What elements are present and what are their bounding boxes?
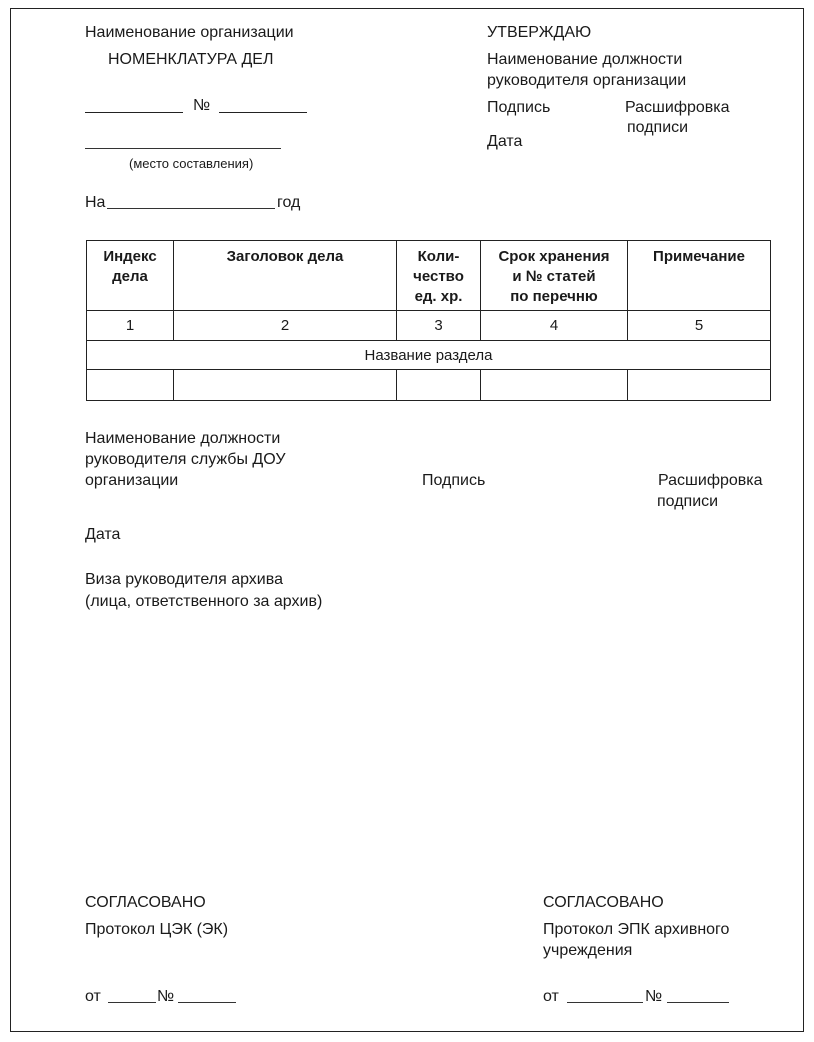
- table-cell: [87, 370, 174, 401]
- archive-visa-line1: Виза руководителя архива: [85, 571, 283, 588]
- place-caption: (место составления): [129, 156, 254, 171]
- col-note-header: Примечание: [628, 241, 771, 311]
- doc-title: НОМЕНКЛАТУРА ДЕЛ: [108, 51, 274, 68]
- year-prefix: На: [85, 194, 106, 211]
- agreed-left-from: от: [85, 988, 101, 1005]
- dou-position-line3: организации: [85, 472, 179, 489]
- approve-decode-line2: подписи: [627, 119, 689, 136]
- place-line: [85, 148, 281, 149]
- col-title-header: Заголовок дела: [174, 241, 397, 311]
- table-cell: 3: [397, 311, 481, 341]
- approve-position-line1: Наименование должности: [487, 51, 683, 68]
- agreed-left-number-sign: №: [157, 988, 175, 1005]
- agreed-left-protocol: Протокол ЦЭК (ЭК): [85, 921, 229, 938]
- col-index-header: Индекс дела: [87, 241, 174, 311]
- number-sign: №: [193, 97, 211, 114]
- year-line: [107, 208, 275, 209]
- table-header-row: [87, 241, 771, 311]
- agreed-left-date-line: [108, 1002, 156, 1003]
- archive-visa-line2: (лица, ответственного за архив): [85, 593, 323, 610]
- approve-position-line2: руководителя организации: [487, 72, 687, 89]
- table-cell: [174, 370, 397, 401]
- agreed-right-date-line: [567, 1002, 643, 1003]
- agreed-right-title: СОГЛАСОВАНО: [543, 894, 664, 911]
- table-cell: [628, 370, 771, 401]
- agreed-right-protocol-line1: Протокол ЭПК архивного: [543, 921, 730, 938]
- agreed-right-number-line: [667, 1002, 729, 1003]
- org-name: Наименование организации: [85, 24, 294, 41]
- dou-position-line1: Наименование должности: [85, 430, 281, 447]
- agreed-right-protocol-line2: учреждения: [543, 942, 633, 959]
- dou-decode-line1: Расшифровка: [658, 472, 763, 489]
- dou-position-line2: руководителя службы ДОУ: [85, 451, 286, 468]
- col-storage-header: Срок хранения и № статей по перечню: [481, 241, 628, 311]
- table-cell: 2: [174, 311, 397, 341]
- agreed-right-number-sign: №: [645, 988, 663, 1005]
- agreed-left-title: СОГЛАСОВАНО: [85, 894, 206, 911]
- dou-date: Дата: [85, 526, 121, 543]
- table-cell: [397, 370, 481, 401]
- table-cell: 1: [87, 311, 174, 341]
- dou-signature: Подпись: [422, 472, 486, 489]
- section-title: Название раздела: [87, 341, 771, 370]
- column-numbers-row: [87, 311, 771, 341]
- agreed-right-from: от: [543, 988, 559, 1005]
- table-cell: 5: [628, 311, 771, 341]
- year-suffix: год: [277, 194, 301, 211]
- col-quantity-header: Коли- чество ед. хр.: [397, 241, 481, 311]
- approve-title: УТВЕРЖДАЮ: [487, 24, 592, 41]
- section-row: [87, 341, 771, 370]
- approve-decode-line1: Расшифровка: [625, 99, 730, 116]
- table-cell: 4: [481, 311, 628, 341]
- number-line: [219, 112, 307, 113]
- date-line: [85, 112, 183, 113]
- dou-decode-line2: подписи: [657, 493, 719, 510]
- table-row: [87, 370, 771, 401]
- nomenclature-table: [86, 240, 771, 401]
- table-cell: [481, 370, 628, 401]
- agreed-left-number-line: [178, 1002, 236, 1003]
- approve-signature: Подпись: [487, 99, 551, 116]
- approve-date: Дата: [487, 133, 523, 150]
